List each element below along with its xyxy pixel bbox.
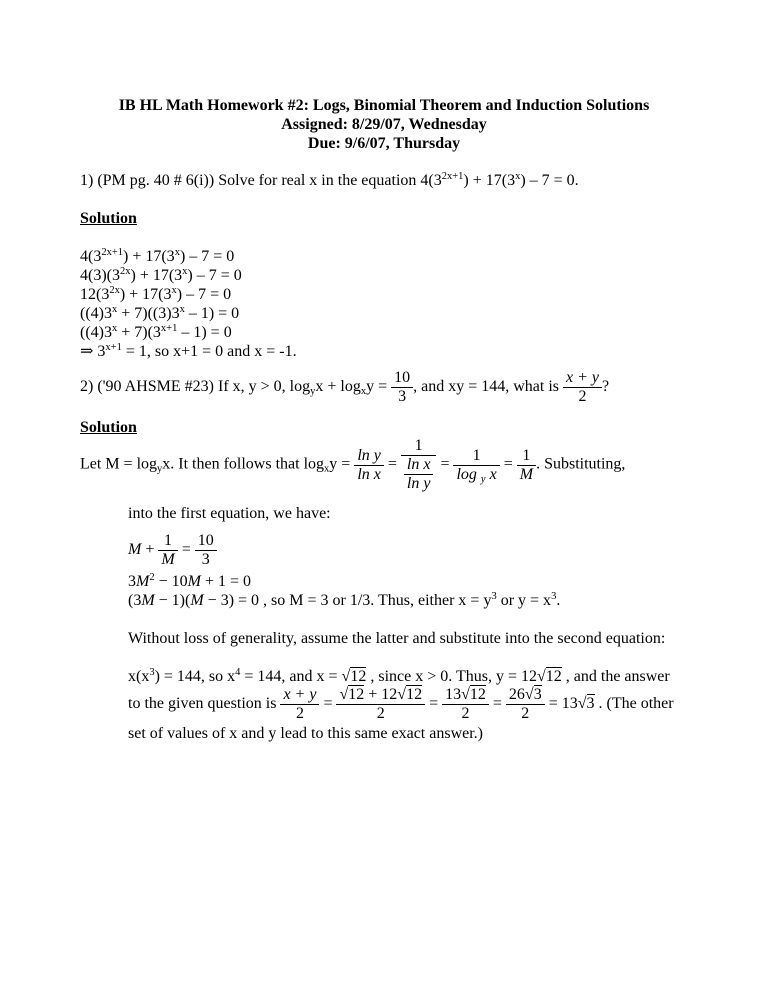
solution-1-line-3: $12(3^{2x}) + 17(3^x) - 7 = 0$ (80, 285, 232, 303)
problem-2-statement: 2) ('90 AHSME #23) If x, y > 0, $\log_yx + \log_xy$ = $\frac{10}{3}$ , and xy = 144, what is $\frac{x + y}{2}$ ? (80, 369, 610, 405)
into-first-equation: into the first equation, we have: (128, 505, 331, 522)
solution-heading-2: Solution (80, 419, 137, 436)
problem-1-statement: 1) (PM pg. 40 # 6(i)) Solve for real x in the equation $4(3^{2x+1}) + 17(3^x) - 7 = 0$. (80, 171, 579, 189)
assigned-date: Assigned: 8/29/07, Wednesday (281, 116, 487, 133)
solution-2-answer: to the given question is $\frac{x + y}{2}$ = $\frac{√12 + 12√12}{2}$ = $\frac{13√12}{2}$ = $\frac{26√3}{2}$ = 13√3 . (The other (128, 686, 674, 722)
solution-1-line-4: $((4)3^x + 7)((3)3^x - 1) = 0$ (80, 304, 240, 322)
without-loss-text: Without loss of generality, assume the latter and substitute into the second equation: (128, 630, 666, 647)
equation-quadratic: $3M^2 - 10M + 1 = 0$ (128, 572, 251, 590)
solution-1-line-6: ⇒ $3^{x+1} = 1$, so x+1 = 0 and x = -1. (80, 342, 297, 360)
solution-2-substitute: $x(x^3) = 144$, so $x^4 = 144$, and x = √12 , since x > 0. Thus, y = 12√12 , and the answer (128, 667, 670, 685)
solution-1-line-1: $4(3^{2x+1}) + 17(3^x) - 7 = 0$ (80, 247, 235, 265)
equation-m-plus: M + $\frac{1}{M}$ = $\frac{10}{3}$ (128, 532, 217, 569)
equation-factored: (3M − 1)(M − 3) = 0 , so M = 3 or 1/3. Thus, either $x = y^3$ or $y = x^3$. (128, 591, 561, 609)
solution-2-let-m: Let $M = \log_yx$. It then follows that $\log_xy$ = $\frac{\text{ln y}}{\text{ln x}}$ = $\frac{1}{\frac{\text{ln x}}{\text{ln y}}}$ = $\frac{1}{\log _y x}$ = $\frac{1}{M}$ . Substituting, (80, 437, 626, 492)
other-set-text: set of values of x and y lead to this same exact answer.) (128, 725, 483, 742)
due-date: Due: 9/6/07, Thursday (307, 135, 461, 152)
solution-1-line-2: $4(3)(3^{2x}) + 17(3^x) - 7 = 0$ (80, 266, 242, 284)
page-title: IB HL Math Homework #2: Logs, Binomial Theorem and Induction Solutions (118, 97, 650, 114)
solution-heading-1: Solution (80, 210, 137, 227)
solution-1-line-5: $((4)3^x + 7)(3^{x+1} - 1) = 0$ (80, 323, 232, 341)
